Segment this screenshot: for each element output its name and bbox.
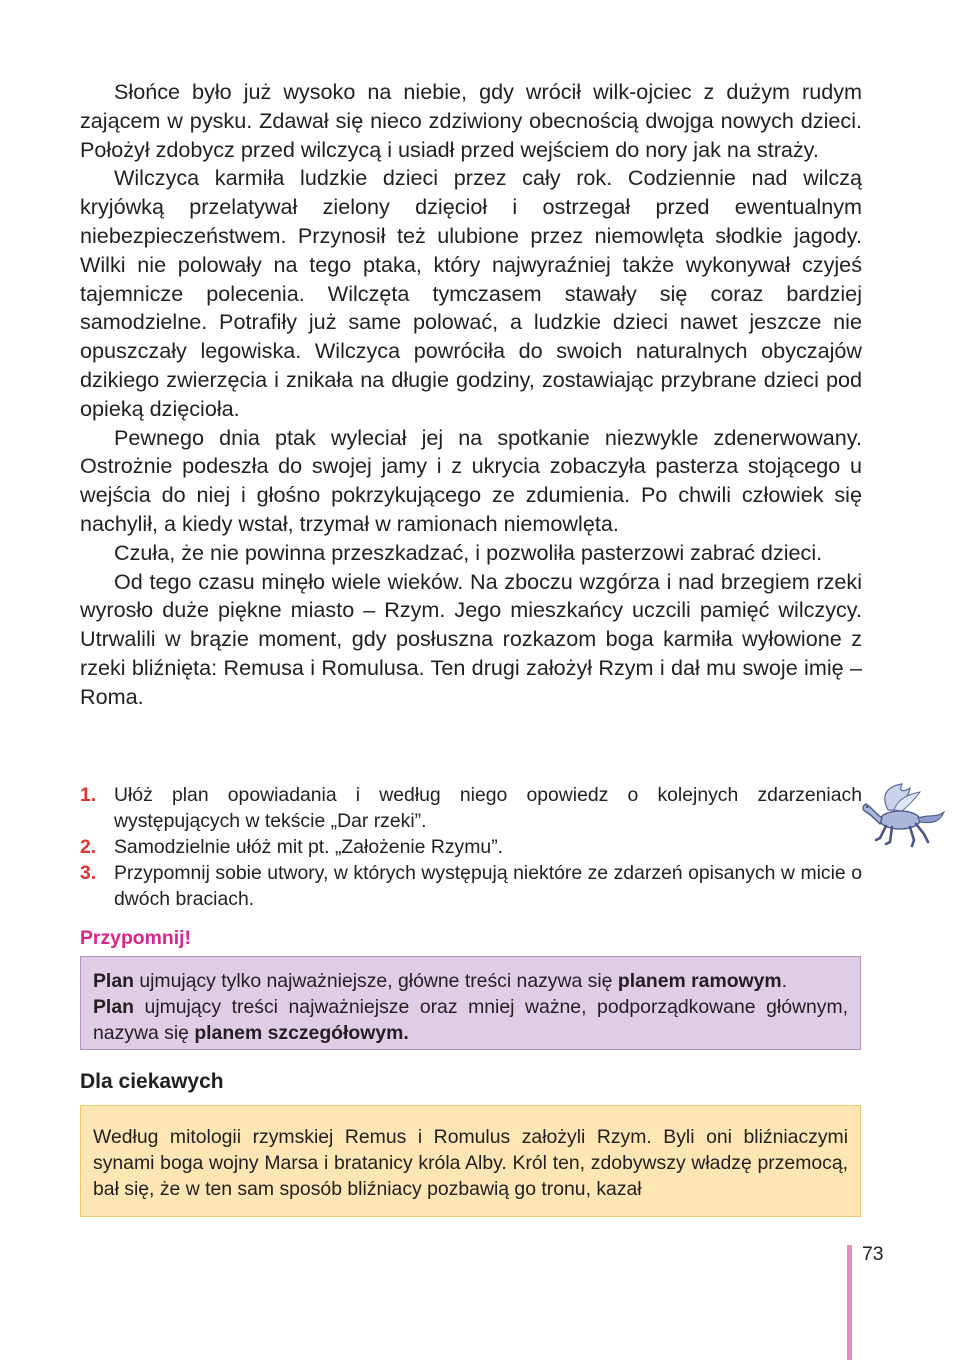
remember-emphasis: planem szczegółowym. xyxy=(194,1022,409,1044)
remember-box xyxy=(80,956,861,1050)
task-item xyxy=(80,860,862,912)
story-paragraph: Słońce było już wysoko na niebie, gdy wrócił wilk-ojciec z dużym rudym zającem w pysku. Zdawał się nieco zdziwiony obecnością dwojga nowych dzieci. Położył zdobycz przed wilczycą i usiadł przed wejściem do nory jak na straży. xyxy=(80,79,862,162)
story-paragraph: Czuła, że nie powinna przeszkadzać, i pozwoliła pasterzowi zabrać dzieci. xyxy=(114,539,823,565)
remember-text: ujmujący treści najważniejsze oraz mniej ważne, podporządkowane głównym, nazywa się xyxy=(93,996,848,1044)
remember-emphasis: planem ramowym xyxy=(617,970,782,992)
curious-text: Według mitologii rzymskiej Remus i Romulus założyli Rzym. Byli oni bliźniaczymi synami boga wojny Marsa i bratanicy króla Alby. Król ten, zdobywszy władzę przemocą, bał się, że w ten sam sposób bliźniacy pozbawią go tronu, kazał xyxy=(93,1126,848,1200)
task-number: 3. xyxy=(80,862,97,884)
page-number: 73 xyxy=(862,1243,884,1265)
remember-label: Przypomnij! xyxy=(80,927,191,949)
story-paragraph: Wilczyca karmiła ludzkie dzieci przez cały rok. Codziennie nad wilczą kryjówką przelatywał zielony dzięcioł i ostrzegał przed ewentualnym niebezpieczeństwem. Przynosił też ulubione przez niemowlęta słodkie jagody. Wilki nie polowały na tego ptaka, który najwyraźniej także wykonywał czyjeś tajemnicze polecenia. Wilczęta tymczasem stawały się coraz bardziej samodzielne. Potrafiły już same polować, a ludzkie dzieci nawet jeszcze nie opuszczały legowiska. Wilczyca powróciła do swoich naturalnych obyczajów dzikiego zwierzęcia i znikała na długie godziny, zostawiając przybrane dzieci pod opieką dzięcioła. xyxy=(80,165,862,421)
curious-heading: Dla ciekawych xyxy=(80,1070,224,1093)
remember-line xyxy=(93,968,848,994)
task-item xyxy=(80,834,862,860)
remember-term: Plan xyxy=(93,970,134,992)
task-list xyxy=(80,782,862,912)
story-text xyxy=(80,78,862,712)
story-paragraph: Pewnego dnia ptak wyleciał jej na spotkanie niezwykle zdenerwowany. Ostrożnie podeszła do swojej jamy i z ukrycia zobaczyła pasterza stojącego u wejścia do niej i głośno pokrzykującego ze zdumienia. Po chwili człowiek się nachylił, a kiedy wstał, trzymał w ramionach niemowlęta. xyxy=(80,424,862,536)
pegasus-icon xyxy=(858,780,948,854)
task-text: Ułóż plan opowiadania i według niego opowiedz o kolejnych zdarzeniach występujących w tekście „Dar rzeki”. xyxy=(114,784,862,832)
remember-text: ujmujący tylko najważniejsze, główne treści nazywa się xyxy=(133,970,618,992)
task-item xyxy=(80,782,862,834)
remember-term: Plan xyxy=(93,996,134,1018)
task-text: Samodzielnie ułóż mit pt. „Założenie Rzymu”. xyxy=(114,836,504,858)
story-paragraph: Od tego czasu minęło wiele wieków. Na zboczu wzgórza i nad brzegiem rzeki wyrosło duże piękne miasto – Rzym. Jego mieszkańcy uczcili pamięć wilczycy. Utrwalili w brązie moment, gdy posłuszna rozkazom boga karmiła wyłowione z rzeki bliźnięta: Remusa i Romulusa. Ten drugi założył Rzym i dał mu swoje imię – Roma. xyxy=(80,568,862,709)
task-number: 2. xyxy=(80,836,97,858)
remember-end: . xyxy=(781,970,788,992)
task-number: 1. xyxy=(80,784,97,806)
curious-box xyxy=(80,1105,861,1217)
page-margin-rule xyxy=(847,1245,852,1360)
task-text: Przypomnij sobie utwory, w których występują niektóre ze zdarzeń opisanych w micie o dwóch braciach. xyxy=(114,862,862,910)
remember-line xyxy=(93,994,848,1046)
